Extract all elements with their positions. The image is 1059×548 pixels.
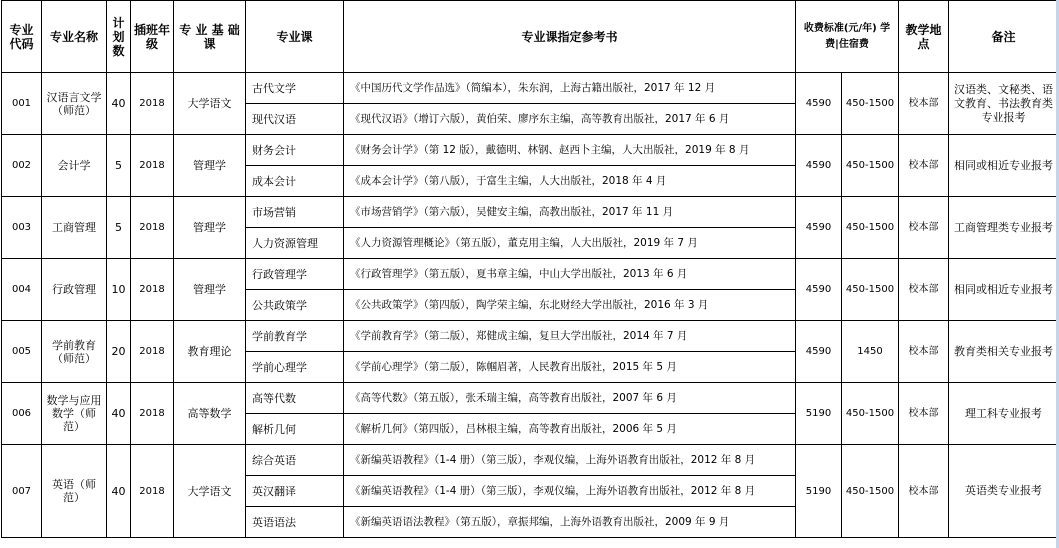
remark: 理工科专业报考	[949, 383, 1059, 445]
base-course: 管理学	[174, 197, 246, 259]
base-course: 大学语文	[174, 445, 246, 538]
major-code: 002	[2, 135, 42, 197]
teaching-location: 校本部	[899, 135, 949, 197]
reference-book: 《现代汉语》（增订六版），黄伯荣、廖序东主编，高等教育出版社，2017 年 6 月	[344, 104, 796, 135]
course-name: 英汉翻译	[246, 476, 344, 507]
course-name: 古代文学	[246, 73, 344, 104]
table-row	[2, 135, 1059, 166]
tuition-fee: 4590	[796, 73, 842, 135]
major-name: 会计学	[42, 135, 107, 197]
remark: 相同或相近专业报考	[949, 135, 1059, 197]
major-code: 005	[2, 321, 42, 383]
table-row	[2, 383, 1059, 414]
reference-book: 《行政管理学》（第五版），夏书章主编，中山大学出版社，2013 年 6 月	[344, 259, 796, 290]
tuition-fee: 5190	[796, 445, 842, 538]
admission-table	[1, 0, 1059, 538]
course-name: 现代汉语	[246, 104, 344, 135]
dorm-fee: 450-1500	[842, 383, 899, 445]
tuition-fee: 4590	[796, 197, 842, 259]
course-name: 学前教育学	[246, 321, 344, 352]
dorm-fee: 450-1500	[842, 259, 899, 321]
header-course: 专业课	[246, 1, 344, 73]
reference-book: 《高等代数》（第五版），张禾瑞主编，高等教育出版社，2007 年 6 月	[344, 383, 796, 414]
dorm-fee: 450-1500	[842, 135, 899, 197]
major-name: 工商管理	[42, 197, 107, 259]
grade: 2018	[131, 259, 174, 321]
reference-book: 《中国历代文学作品选》（简编本），朱东润，上海古籍出版社，2017 年 12 月	[344, 73, 796, 104]
course-name: 学前心理学	[246, 352, 344, 383]
base-course: 高等数学	[174, 383, 246, 445]
course-name: 成本会计	[246, 166, 344, 197]
dorm-fee: 1450	[842, 321, 899, 383]
reference-book: 《学前教育学》（第二版），郑健成主编，复旦大学出版社，2014 年 7 月	[344, 321, 796, 352]
plan-count: 40	[107, 73, 131, 135]
course-name: 财务会计	[246, 135, 344, 166]
remark: 汉语类、文秘类、语文教育、书法教育类专业报考	[949, 73, 1059, 135]
teaching-location: 校本部	[899, 445, 949, 538]
course-name: 高等代数	[246, 383, 344, 414]
base-course: 教育理论	[174, 321, 246, 383]
table-row	[2, 321, 1059, 352]
dorm-fee: 450-1500	[842, 73, 899, 135]
plan-count: 5	[107, 135, 131, 197]
header-code: 专业代码	[2, 1, 42, 73]
base-course: 管理学	[174, 259, 246, 321]
grade: 2018	[131, 73, 174, 135]
major-name: 数学与应用数学（师范）	[42, 383, 107, 445]
reference-book: 《学前心理学》（第二版），陈帼眉著，人民教育出版社，2015 年 5 月	[344, 352, 796, 383]
teaching-location: 校本部	[899, 321, 949, 383]
tuition-fee: 4590	[796, 135, 842, 197]
grade: 2018	[131, 383, 174, 445]
major-code: 004	[2, 259, 42, 321]
header-plan: 计划数	[107, 1, 131, 73]
course-name: 人力资源管理	[246, 228, 344, 259]
header-row	[2, 1, 1059, 73]
teaching-location: 校本部	[899, 259, 949, 321]
tuition-fee: 5190	[796, 383, 842, 445]
grade: 2018	[131, 135, 174, 197]
table-row	[2, 259, 1059, 290]
major-name: 汉语言文学（师范）	[42, 73, 107, 135]
remark: 英语类专业报考	[949, 445, 1059, 538]
header-grade: 插班年级	[131, 1, 174, 73]
reference-book: 《解析几何》（第四版），吕林根主编，高等教育出版社，2006 年 5 月	[344, 414, 796, 445]
table-body	[2, 73, 1059, 538]
major-name: 行政管理	[42, 259, 107, 321]
header-major: 专业名称	[42, 1, 107, 73]
tuition-fee: 4590	[796, 259, 842, 321]
dorm-fee: 450-1500	[842, 197, 899, 259]
plan-count: 5	[107, 197, 131, 259]
grade: 2018	[131, 321, 174, 383]
plan-count: 20	[107, 321, 131, 383]
dorm-fee: 450-1500	[842, 445, 899, 538]
major-code: 007	[2, 445, 42, 538]
teaching-location: 校本部	[899, 383, 949, 445]
reference-book: 《成本会计学》（第八版），于富生主编，人大出版社，2018 年 4 月	[344, 166, 796, 197]
remark: 相同或相近专业报考	[949, 259, 1059, 321]
major-code: 003	[2, 197, 42, 259]
reference-book: 《新编英语教程》（1-4 册）（第三版），李观仪编，上海外语教育出版社，2012 年 8 月	[344, 476, 796, 507]
remark: 教育类相关专业报考	[949, 321, 1059, 383]
course-name: 市场营销	[246, 197, 344, 228]
reference-book: 《新编英语教程》（1-4 册）（第三版），李观仪编，上海外语教育出版社，2012 年 8 月	[344, 445, 796, 476]
teaching-location: 校本部	[899, 73, 949, 135]
reference-book: 《新编英语语法教程》（第五版），章振邦编，上海外语教育出版社，2009 年 9 月	[344, 507, 796, 538]
remark: 工商管理类专业报考	[949, 197, 1059, 259]
grade: 2018	[131, 197, 174, 259]
table-row	[2, 445, 1059, 476]
course-name: 综合英语	[246, 445, 344, 476]
major-code: 001	[2, 73, 42, 135]
header-fee: 收费标准(元/年) 学费|住宿费	[796, 1, 899, 73]
major-code: 006	[2, 383, 42, 445]
base-course: 管理学	[174, 135, 246, 197]
plan-count: 10	[107, 259, 131, 321]
table-row	[2, 197, 1059, 228]
reference-book: 《公共政策学》（第四版），陶学荣主编，东北财经大学出版社，2016 年 3 月	[344, 290, 796, 321]
plan-count: 40	[107, 445, 131, 538]
course-name: 英语语法	[246, 507, 344, 538]
plan-count: 40	[107, 383, 131, 445]
base-course: 大学语文	[174, 73, 246, 135]
header-remark: 备注	[949, 1, 1059, 73]
course-name: 行政管理学	[246, 259, 344, 290]
grade: 2018	[131, 445, 174, 538]
reference-book: 《财务会计学》（第 12 版），戴德明、林钢、赵西卜主编，人大出版社，2019 年 8 月	[344, 135, 796, 166]
tuition-fee: 4590	[796, 321, 842, 383]
major-name: 学前教育（师范）	[42, 321, 107, 383]
major-name: 英语（师范）	[42, 445, 107, 538]
course-name: 解析几何	[246, 414, 344, 445]
reference-book: 《市场营销学》（第六版），吴健安主编，高教出版社，2017 年 11 月	[344, 197, 796, 228]
teaching-location: 校本部	[899, 197, 949, 259]
header-location: 教学地点	[899, 1, 949, 73]
reference-book: 《人力资源管理概论》（第五版），董克用主编，人大出版社，2019 年 7 月	[344, 228, 796, 259]
table-row	[2, 73, 1059, 104]
course-name: 公共政策学	[246, 290, 344, 321]
header-base-course: 专 业 基 础课	[174, 1, 246, 73]
header-books: 专业课指定参考书	[344, 1, 796, 73]
